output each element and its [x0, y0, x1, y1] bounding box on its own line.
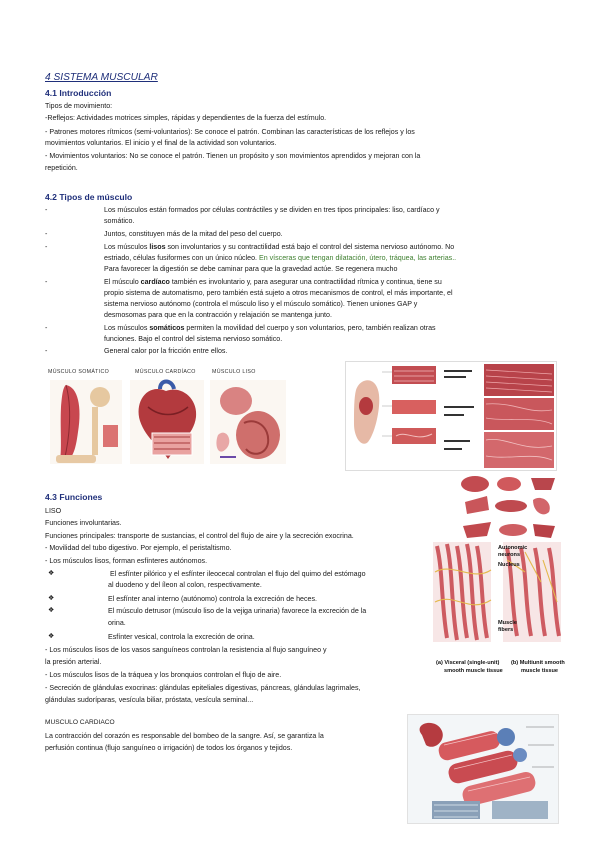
- funciones-line: - Movilidad del tubo digestivo. Por ejemplo, el peristaltismo.: [45, 544, 232, 552]
- cardiaco-line: perfusión continua (flujo sanguíneo o irrigación) de todos los órganos y tejidos.: [45, 744, 293, 752]
- list-dash: -: [45, 230, 48, 238]
- label-autonomic: Autonomic: [498, 545, 528, 551]
- esfinter-line: Esfínter vesical, controla la excreción de orina.: [108, 633, 255, 641]
- label-neurons: neurons: [498, 552, 521, 558]
- tipos-line-cardiaco: [104, 277, 442, 287]
- figure-caption-somatico: MÚSCULO SOMÁTICO: [48, 369, 110, 375]
- tipos-line: funciones. Bajo el control del sistema nervioso somático.: [104, 335, 283, 343]
- funciones-line: Funciones principales: transporte de sustancias, el control del flujo de aire y la secreción exocrina.: [45, 532, 354, 540]
- caption-multiunit-2: muscle tissue: [521, 668, 558, 674]
- list-dash: -: [45, 206, 48, 214]
- diamond-bullet: ❖: [48, 570, 55, 577]
- intro-line: repetición.: [45, 164, 78, 172]
- intro-line: - Movimientos voluntarios: No se conoce el patrón. Tienen un propósito y son movimientos aprendidos y mejoran con la: [45, 152, 421, 160]
- funciones-line: - Los músculos lisos de la tráquea y los bronquios controlan el flujo de aire.: [45, 671, 282, 679]
- text-run: también es involuntario y, para asegurar una contractilidad rítmica y continua, tiene su: [169, 278, 442, 286]
- muscle-tissue-comparison-figure: [345, 361, 557, 471]
- funciones-line: Funciones involuntarias.: [45, 519, 122, 527]
- section-heading-introduccion: 4.1 Introducción: [45, 88, 112, 98]
- document-title: 4 SISTEMA MUSCULAR: [45, 72, 158, 83]
- tipos-line: propio sistema de automatismo, pero también está sujeto a otros mecanismos de control, el más importante, el: [104, 289, 453, 297]
- tipos-line-liso: [104, 242, 454, 252]
- text-run: permiten la movilidad del cuerpo y son voluntarios, pero, también realizan otras: [184, 324, 436, 332]
- tipos-line: somático.: [104, 217, 135, 225]
- intro-line: movimientos voluntarios. El inicio y el final de la actividad son voluntarios.: [45, 139, 277, 147]
- muscle-types-illustration: [48, 377, 288, 467]
- tipos-line: General calor por la fricción entre ellos.: [104, 347, 228, 355]
- intro-line: - Patrones motores rítmicos (semi-voluntarios): Se conoce el patrón. Combinan las características de los reflejos y los: [45, 128, 415, 136]
- text-run: Los músculos: [104, 324, 150, 332]
- text-run: El músculo: [104, 278, 141, 286]
- list-dash: -: [45, 278, 48, 286]
- section-heading-funciones: 4.3 Funciones: [45, 492, 103, 502]
- funciones-line: - Secreción de glándulas exocrinas: glándulas epiteliales digestivas, páncreas, glándulas lagrimales,: [45, 684, 361, 692]
- text-run: Los músculos: [104, 243, 150, 251]
- label-fibers: fibers: [498, 627, 514, 633]
- esfinter-line: al duodeno y del íleon al colon, respectivamente.: [108, 581, 262, 589]
- list-dash: -: [45, 243, 48, 251]
- esfinter-line: orina.: [108, 619, 126, 627]
- tipos-line: Los músculos están formados por células contráctiles y se dividen en tres tipos principales: liso, cardíaco y: [104, 206, 440, 214]
- figure-caption-cardiaco: MÚSCULO CARDÍACO: [135, 369, 196, 375]
- diamond-bullet: ❖: [48, 595, 55, 602]
- tipos-line: desmosomas para que en la contracción y relajación se mantenga junto.: [104, 311, 332, 319]
- label-muscle: Muscle: [498, 620, 517, 626]
- funciones-line: - Los músculos lisos de los vasos sanguíneos controlan la resistencia al flujo sanguíneo y: [45, 646, 327, 654]
- cardiaco-line: La contracción del corazón es responsable del bombeo de la sangre. Así, se garantiza la: [45, 732, 324, 740]
- text-run: estriado, células fusiformes con un único núcleo.: [104, 254, 259, 262]
- bold-term: lisos: [149, 243, 166, 251]
- funciones-line: - Los músculos lisos, forman esfínteres autónomos.: [45, 557, 208, 565]
- esfinter-line: El esfínter pilórico y el esfínter ileocecal controlan el flujo del quimo del estómago: [110, 570, 366, 578]
- funciones-line: la presión arterial.: [45, 658, 102, 666]
- diamond-bullet: ❖: [48, 607, 55, 614]
- esfinter-line: El esfínter anal interno (autónomo) controla la excreción de heces.: [108, 595, 317, 603]
- intro-line: Tipos de movimiento:: [45, 102, 113, 110]
- esfinter-line: El músculo detrusor (músculo liso de la vejiga urinaria) favorece la excreción de la: [108, 607, 367, 615]
- smooth-muscle-tissue-figure: [433, 542, 561, 660]
- tipos-line-somatico: [104, 323, 436, 333]
- cardiac-muscle-figure: [407, 714, 559, 824]
- intro-line: -Reflejos: Actividades motrices simples, rápidas y dependientes de la fuerza del estímulo.: [45, 114, 327, 122]
- label-nucleus: Nucleus: [498, 562, 520, 568]
- subheading-liso: LISO: [45, 507, 62, 515]
- tipos-line: Juntos, constituyen más de la mitad del peso del cuerpo.: [104, 230, 283, 238]
- tipos-line: sistema nervioso autónomo (controla el músculo liso y el músculo somático). Tienen uniones GAP y: [104, 300, 418, 308]
- subheading-cardiaco: MUSCULO CARDIACO: [45, 719, 115, 726]
- tipos-line: Para favorecer la digestión se debe caminar para que la gravedad actúe. Se regenera mucho: [104, 265, 398, 273]
- muscle-shapes-figure: [457, 472, 559, 540]
- list-dash: -: [45, 347, 48, 355]
- caption-visceral: (a) Visceral (single-unit): [436, 660, 500, 666]
- list-dash: -: [45, 324, 48, 332]
- text-run: son involuntarios y su contractilidad está bajo el control del sistema nervioso autónomo. No: [165, 243, 455, 251]
- figure-caption-liso: MÚSCULO LISO: [212, 369, 256, 375]
- tipos-line: [104, 253, 456, 263]
- funciones-line: glándulas sudoríparas, vesícula biliar, próstata, vesícula seminal...: [45, 696, 254, 704]
- bold-term: somáticos: [149, 324, 185, 332]
- bold-term: cardíaco: [140, 278, 170, 286]
- caption-visceral-2: smooth muscle tissue: [444, 668, 503, 674]
- caption-multiunit: (b) Multiunit smooth: [511, 660, 565, 666]
- section-heading-tipos: 4.2 Tipos de músculo: [45, 192, 133, 202]
- diamond-bullet: ❖: [48, 633, 55, 640]
- green-note: En vísceras que tengan dilatación, útero, tráquea, las arterias..: [258, 254, 457, 262]
